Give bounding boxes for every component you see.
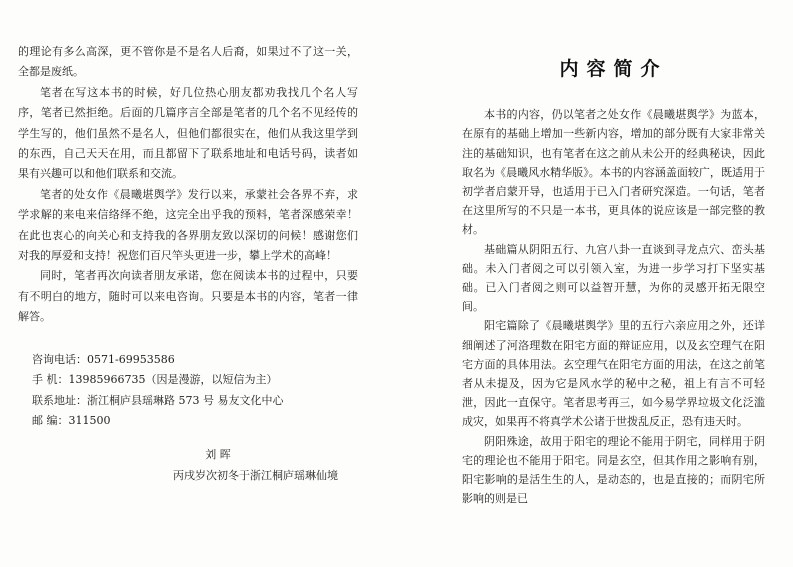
left-paragraph-1: 的理论有多么高深，更不管你是不是名人后裔，如果过不了这一关，全都是废纸。 [18,45,358,79]
left-paragraph-4: 同时，笔者再次向读者朋友承诺，您在阅读本书的过程中，只要有不明白的地方，随时可以来电咨询。只要是本书的内容，笔者一律解答。 [18,269,358,324]
author-signature: 刘 晖 [205,448,231,462]
right-paragraph-4: 阴阳殊途，故用于阳宅的理论不能用于阴宅，同样用于阴宅的理论也不能用于阳宅。同是玄空，但其作用之影响有别，阳宅影响的是活生生的人，是动态的，也是直接的；而阴宅所影响的则是已 [462,434,765,506]
page-title: 内容简介 [559,58,668,80]
contact-block [32,350,358,432]
right-paragraph-1: 本书的内容，仍以笔者之处女作《晨曦堪舆学》为蓝本，在原有的基础上增加一些新内容，增加的部分既有大家非常关注的基础知识，也有笔者在这之前从未公开的经典秘诀，因此取名为《晨曦风水精华版》。本书的内容涵盖面较广，既适用于初学者启蒙开导，也适用于已入门者研究深造。一句话，笔者在这里所写的不只是一本书，更具体的说应该是一部完整的教材。 [462,108,765,237]
signature-date: 丙戌岁次初冬于浙江桐庐瑶琳仙境 [173,468,338,482]
contact-postcode: 邮 编：311500 [32,413,111,427]
contact-address: 联系地址：浙江桐庐县瑶琳路 573 号 易友文化中心 [32,393,284,407]
left-paragraph-3: 笔者的处女作《晨曦堪舆学》发行以来，承蒙社会各界不弃，求学求解的来电来信络绎不绝，这完全出乎我的预料，笔者深感荣幸！在此也衷心的向关心和支持我的各界朋友致以深切的问候！感谢您们对我的厚爱和支持！祝您们百尺竿头更进一步，攀上学术的高峰！ [18,187,358,263]
contact-phone: 咨询电话：0571-69953586 [32,352,175,366]
left-page [18,42,358,486]
right-paragraph-2: 基础篇从阴阳五行、九宫八卦一直谈到寻龙点穴、峦头基础。未入门者阅之可以引领入室，为进一步学习打下坚实基础。已入门者阅之则可以益智开慧，为你的灵感开拓无限空间。 [462,242,765,314]
contact-mobile: 手 机：13985966735（因是漫游，以短信为主） [32,373,278,387]
right-page [462,60,765,508]
right-paragraph-3: 阳宅篇除了《晨曦堪舆学》里的五行六亲应用之外，还详细阐述了河洛理数在阳宅方面的辩证应用，以及玄空理气在阳宅方面的具体用法。玄空理气在阳宅方面的用法，在这之前笔者从未提及，因为它是风水学的秘中之秘，祖上有言不可轻泄，因此一直保守。笔者思考再三，如今易学界垃圾文化泛滥成灾，如果再不将真学术公诸于世拨乱反正，恐有违天时。 [462,319,765,429]
left-paragraph-2: 笔者在写这本书的时候，好几位热心朋友都劝我找几个名人写序，笔者已然拒绝。后面的几篇序言全部是笔者的几个名不见经传的学生写的，他们虽然不是名人，但他们都很实在，他们从我这里学到的东西，自己天天在用，而且都留下了联系地址和电话号码，读者如果有兴趣可以和他们联系和交流。 [18,85,358,181]
